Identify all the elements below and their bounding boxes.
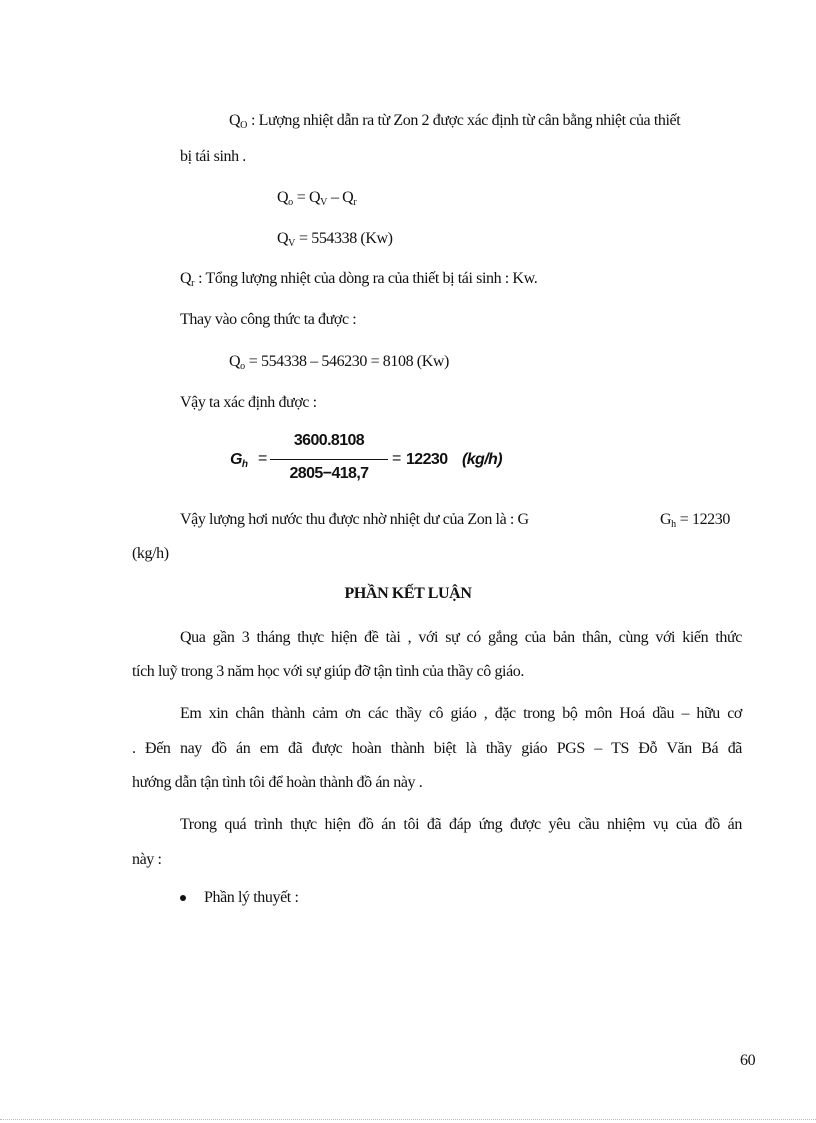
conclusion-result: $G_h = 12230$ <box>660 511 730 530</box>
formula-result: 12230 <box>406 451 448 468</box>
fraction-bar <box>270 459 388 460</box>
paragraph-3-line-2: này : <box>132 851 162 868</box>
determine-text: Vậy ta xác định được : <box>180 394 317 411</box>
formula-equals-2: = <box>392 450 401 467</box>
equation-qo: $Q_o = Q_V - Q_r$ <box>277 189 357 208</box>
equation-qo-value: $Q_o = 554338 - 546230 = 8108$ (Kw) <box>229 353 449 372</box>
equation-qv: $Q_V = 554338$ (Kw) <box>277 230 393 249</box>
section-heading: PHẦN KẾT LUẬN <box>344 585 472 602</box>
paragraph-1-line-1: Qua gần 3 tháng thực hiện đề tài , với sự có gắng của bản thân, cùng với kiến thức <box>180 629 742 646</box>
formula-equals: = <box>258 450 267 467</box>
paragraph-1-line-2: tích luỹ trong 3 năm học với sự giúp đỡ tận tình của thầy cô giáo. <box>132 663 525 680</box>
paragraph-2-line-1: Em xin chân thành cảm ơn các thầy cô giáo , đặc trong bộ môn Hoá dầu – hữu cơ <box>180 705 742 722</box>
formula-numerator: 3600.8108 <box>293 432 365 449</box>
bullet-item: Phần lý thuyết : <box>204 889 299 906</box>
conclusion-line: Vậy lượng hơi nước thu được nhờ nhiệt dư của Zon là : G <box>180 511 529 528</box>
paragraph-2-line-2: . Đến nay đồ án em đã được hoàn thành biệt là thầy giáo PGS – TS Đỗ Văn Bá đã <box>132 740 742 757</box>
paragraph-3-line-1: Trong quá trình thực hiện đồ án tôi đã đáp ứng được yêu cầu nhiệm vụ của đồ án <box>180 816 742 833</box>
formula-denominator: 2805−418,7 <box>289 465 369 482</box>
qr-definition-line: $Q_r$ : Tổng lượng nhiệt của dòng ra của thiết bị tái sinh : Kw. <box>180 270 538 289</box>
page-number: 60 <box>740 1052 756 1069</box>
formula-unit: (kg/h) <box>462 451 502 468</box>
bullet-icon <box>180 895 186 901</box>
conclusion-continuation: (kg/h) <box>132 545 169 562</box>
formula-symbol: $G_h$ <box>230 451 248 470</box>
qo-definition-line: $Q_O$ : Lượng nhiệt dẫn ra từ Zon 2 được xác định từ cân bằng nhiệt của thiết <box>229 112 681 131</box>
substitute-text: Thay vào công thức ta được : <box>180 311 357 328</box>
page-bottom-divider <box>0 1119 816 1120</box>
paragraph-2-line-3: hướng dẫn tận tình tôi để hoàn thành đồ án này . <box>132 774 423 791</box>
qo-definition-continuation: bị tái sinh . <box>180 148 246 165</box>
